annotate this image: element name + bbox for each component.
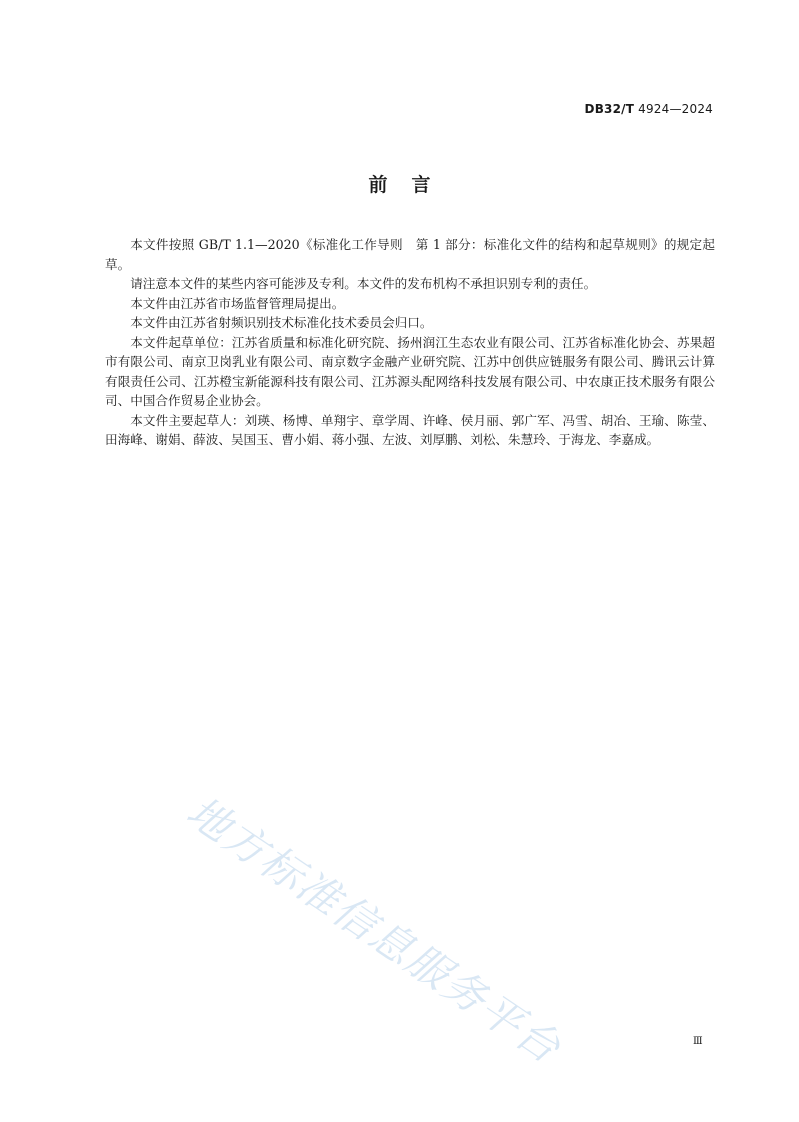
document-code-prefix: DB32/T (584, 102, 635, 116)
paragraph-drafters: 本文件主要起草人：刘瑛、杨博、单翔宇、章学周、许峰、侯月丽、郭广军、冯雪、胡冶、王瑜、陈莹、田海峰、谢娟、薛波、吴国玉、曹小娟、蒋小强、左波、刘厚鹏、刘松、朱慧玲、于海龙、李嘉成。 (105, 412, 715, 447)
page-title: 前言 (368, 174, 455, 196)
foreword-body (105, 235, 715, 450)
paragraph-drafting-units: 本文件起草单位：江苏省质量和标准化研究院、扬州润江生态农业有限公司、江苏省标准化协会、苏果超市有限公司、南京卫岗乳业有限公司、南京数字金融产业研究院、江苏中创供应链服务有限公司、腾讯云计算有限责任公司、江苏橙宝新能源科技有限公司、江苏源头配网络科技发展有限公司、中农康正技术服务有限公司、中国合作贸易企业协会。 (105, 334, 715, 408)
paragraph-technical-committee: 本文件由江苏省射频识别技术标准化技术委员会归口。 (130, 315, 433, 330)
document-code (585, 102, 713, 116)
paragraph-proposer: 本文件由江苏省市场监督管理局提出。 (130, 295, 345, 311)
watermark: 地方标准信息服务平台 (178, 786, 571, 1074)
document-code-number: 4924—2024 (638, 102, 713, 116)
paragraph-drafting-rules: 本文件按照 GB/T 1.1—2020《标准化工作导则 第 1 部分：标准化文件的结构和起草规则》的规定起草。 (105, 237, 715, 272)
paragraph-patent-notice: 请注意本文件的某些内容可能涉及专利。本文件的发布机构不承担识别专利的责任。 (130, 276, 597, 291)
page-number: Ⅲ (693, 1036, 702, 1047)
